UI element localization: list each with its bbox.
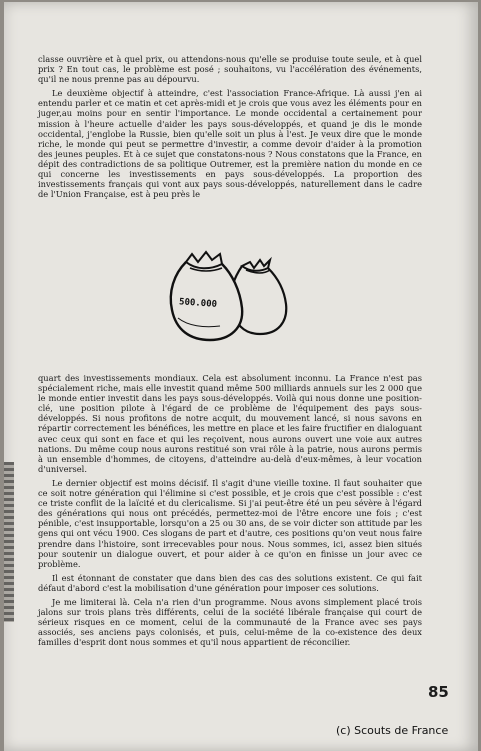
paragraph: Il est étonnant de constater que dans bien des cas des solutions existent. Ce qui fait défaut d'abord c'est la mobilisation d'une génération pour imposer ces solutions. bbox=[38, 572, 422, 593]
page-number: 85 bbox=[428, 683, 449, 701]
text-block-bottom bbox=[38, 373, 422, 651]
adjacent-page-edge bbox=[4, 462, 14, 622]
bag-label: 500.000 bbox=[178, 297, 218, 310]
paragraph: Je me limiterai là. Cela n'a rien d'un programme. Nous avons simplement placé trois jalons sur trois plans très différents, celui de la société libérale française qui court de sérieux risques en ce moment, celui de la communauté de la France avec ses pays associés, ses anciens pays colonisés, et puis, celui-même de la co-existence des deux familles d'esprit dont nous sommes et qu'il nous appartient de réconcilier. bbox=[38, 596, 422, 648]
paragraph: Le deuxième objectif à atteindre, c'est l'association France-Afrique. Là aussi j'en ai entendu parler et ce matin et cet après-midi et je crois que vous avez les éléments pour en juger,au moins pour en sentir l'importance. Le monde occidental a certainement pour mission à l'heure actuelle d'aider les pays sous-développés, et quand je dis le monde occidental, j'englobe la Russie, bien qu'elle soit un plus à l'est. Je veux dire que le monde riche, le monde qui peut se permettre d'investir, a comme devoir d'aider à la promotion des jeunes peuples. Et à ce sujet que constatons-nous ? Nous constatons que la France, en dépit des contradictions de sa politique Outremer, est la première nation du monde en ce qui concerne les investissements en pays sous-développés. La proportion des investissements français qui vont aux pays sous-développés, naturellement dans le cadre de l'Union Française, est à peu près le bbox=[38, 88, 422, 200]
document-page bbox=[4, 2, 478, 751]
paragraph: Le dernier objectif est moins décisif. Il s'agit d'une vieille toxine. Il faut souhaiter que ce soit notre génération qui l'élimine si c'est possible, et je crois que c'est possible : c'est ce triste conflit de la laïcité et du clericalisme. Si j'ai peut-être été un peu sévère à l'égard des générations qui nous ont précédés, permettez-moi de l'être encore une fois ; c'est pénible, c'est insupportable, lorsqu'on a 25 ou 30 ans, de se voir dicter son attitude par les gens qui ont vécu 1900. Ces slogans de part et d'autre, ces positions qu'on veut nous faire prendre dans l'histoire, sont irrecevables pour nous. Nous sommes, ici, assez bien situés pour soutenir un dialogue ouvert, et pour aider à ce qu'on en finisse un jour avec ce problème. bbox=[38, 477, 422, 569]
copyright-credit: (c) Scouts de France bbox=[336, 724, 449, 737]
paragraph: quart des investissements mondiaux. Cela est absolument inconnu. La France n'est pas spécialement riche, mais elle investit quand même 500 milliards annuels sur les 2 000 que le monde entier investit dans les pays sous-développés. Voilà qui nous donne une position-clé, une position pilote à l'égard de ce problème de l'équipement des pays sous-développés. Si nous profitons de notre acquit, du mouvement lancé, si nous savons en répartir correctement les bénéfices, les mettre en place et les faire fructifier en dialoguant avec ceux qui sont en face et qui les reçoivent, nous aurons ouvert une voie aux autres nations. Du même coup nous aurons restitué son vrai rôle à la patrie, nous aurons permis à un ensemble d'hommes, de citoyens, d'atteindre au-delà d'eux-mêmes, à leur vocation d'universel. bbox=[38, 373, 422, 474]
paragraph: classe ouvrière et à quel prix, ou attendons-nous qu'elle se produise toute seule, et à quel prix ? En tout cas, le problème est posé ; souhaitons, vu l'accélération des événements, qu'il ne nous prenne pas au dépourvu. bbox=[38, 54, 422, 85]
money-bags-illustration bbox=[164, 248, 294, 348]
text-block-top bbox=[38, 54, 422, 203]
